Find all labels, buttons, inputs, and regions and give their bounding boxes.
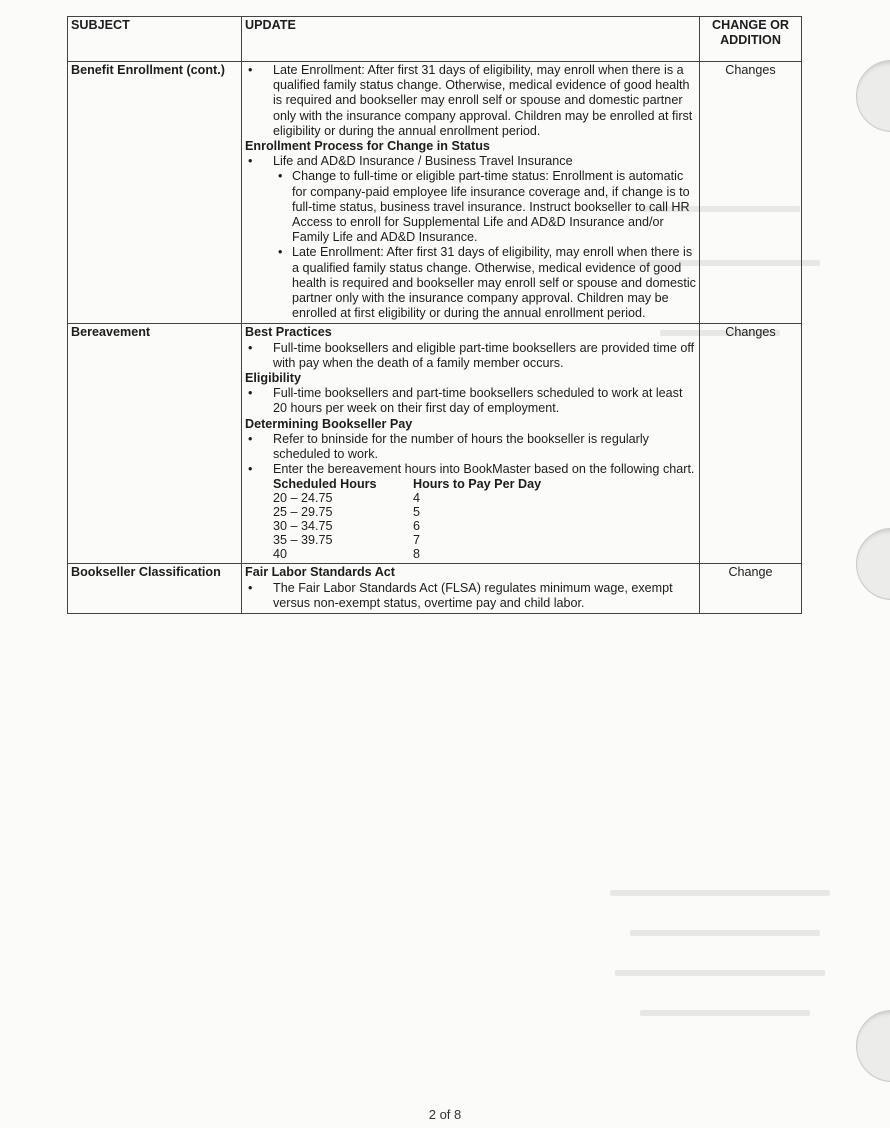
subject-cell: Bereavement	[68, 324, 242, 564]
update-cell	[242, 62, 700, 324]
list-item: • Enter the bereavement hours into BookMaster based on the following chart.	[245, 462, 696, 477]
change-cell: Changes	[700, 324, 802, 564]
hours-row	[273, 505, 541, 519]
list-item: • Life and AD&D Insurance / Business Travel Insurance	[245, 154, 696, 169]
hours-pay: 4	[413, 491, 421, 506]
hours-range: 25 – 29.75	[273, 505, 333, 520]
list-item: • The Fair Labor Standards Act (FLSA) regulates minimum wage, exempt versus non-exempt status, overtime pay and child labor.	[245, 581, 696, 611]
section-heading: Determining Bookseller Pay	[245, 416, 413, 431]
subject-header: SUBJECT	[68, 17, 242, 62]
hours-range: 40	[273, 547, 288, 562]
hours-range: 35 – 39.75	[273, 533, 333, 548]
section-heading: Best Practices	[245, 325, 332, 340]
hours-pay: 7	[413, 533, 421, 548]
hours-table	[273, 477, 541, 561]
change-header: CHANGE OR ADDITION	[700, 17, 802, 62]
hours-row	[273, 491, 541, 505]
list-item: • Full-time booksellers and eligible part-time booksellers are provided time off with pay when the death of a family member occurs.	[245, 341, 696, 371]
change-cell: Changes	[700, 62, 802, 324]
scheduled-hours-header: Scheduled Hours	[273, 477, 377, 492]
hours-pay: 5	[413, 505, 421, 520]
binder-hole-top	[856, 60, 890, 132]
list-item: • Full-time booksellers and part-time booksellers scheduled to work at least 20 hours per week on their first day of employment.	[245, 386, 696, 416]
section-heading: Eligibility	[245, 371, 301, 386]
sub-list-item: • Late Enrollment: After first 31 days of eligibility, may enroll when there is a qualified family status change. Otherwise, medical evidence of good health is required and bookseller may enroll self or spouse and domestic partner only with the insurance company approval. Children may be enrolled at first eligibility or during the annual enrollment period.	[245, 245, 696, 321]
hours-to-pay-header: Hours to Pay Per Day	[413, 477, 542, 492]
section-heading: Enrollment Process for Change in Status	[245, 139, 490, 154]
subject-cell: Bookseller Classification	[68, 564, 242, 614]
hours-header-row	[273, 477, 541, 491]
section-heading: Fair Labor Standards Act	[245, 565, 395, 580]
hours-row	[273, 533, 541, 547]
sub-list-item: • Change to full-time or eligible part-time status: Enrollment is automatic for company-paid employee life insurance coverage and, if change is to full-time status, business travel insurance. Instruct bookseller to call HR Access to enroll for Supplemental Life and AD&D Insurance and/or Family Life and AD&D Insurance.	[245, 169, 696, 245]
change-cell: Change	[700, 564, 802, 614]
update-cell	[242, 324, 700, 564]
hours-pay: 8	[413, 547, 421, 562]
hours-range: 30 – 34.75	[273, 519, 333, 534]
table-row	[68, 324, 802, 564]
page-number: 2 of 8	[428, 1107, 462, 1122]
table-row	[68, 62, 802, 324]
list-item: • Refer to bninside for the number of hours the bookseller is regularly scheduled to work.	[245, 432, 696, 462]
list-item: • Late Enrollment: After first 31 days of eligibility, may enroll when there is a qualified family status change. Otherwise, medical evidence of good health is required and bookseller may enroll self or spouse and domestic partner only with the insurance company approval. Children may be enrolled at first eligibility or during the annual enrollment period.	[245, 63, 696, 139]
hours-row	[273, 547, 541, 561]
header-row	[68, 17, 802, 62]
update-cell	[242, 564, 700, 614]
update-header: UPDATE	[242, 17, 700, 62]
binder-hole-middle	[856, 528, 890, 600]
hours-row	[273, 519, 541, 533]
policy-update-table	[67, 16, 802, 614]
table-row	[68, 564, 802, 614]
hours-range: 20 – 24.75	[273, 491, 333, 506]
hours-pay: 6	[413, 519, 421, 534]
binder-hole-bottom	[856, 1010, 890, 1082]
subject-cell: Benefit Enrollment (cont.)	[68, 62, 242, 324]
